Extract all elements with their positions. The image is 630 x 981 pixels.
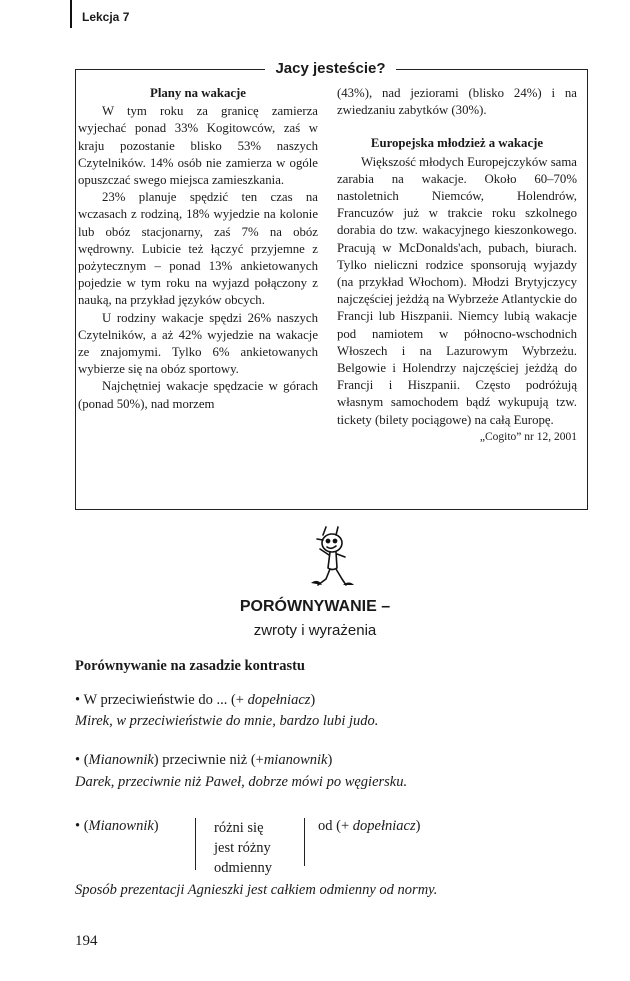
case-label: Mianownik bbox=[88, 752, 154, 768]
example-3: Sposób prezentacji Agnieszki jest całkiem odmienny od normy. bbox=[75, 882, 438, 898]
contrast-heading: Porównywanie na zasadzie kontrastu bbox=[75, 658, 305, 674]
section-heading-holiday-plans: Plany na wakacje bbox=[150, 86, 246, 100]
divider bbox=[304, 818, 305, 866]
header-rule bbox=[70, 0, 72, 28]
box-top-rule-right bbox=[396, 69, 587, 70]
divider bbox=[195, 818, 196, 870]
page-number: 194 bbox=[75, 933, 98, 949]
section-subtitle: zwroty i wyrażenia bbox=[253, 622, 377, 639]
case-label: Mianownik bbox=[88, 818, 154, 834]
phrase-rule-3-subject: • (Mianownik) bbox=[75, 818, 159, 834]
option: odmienny bbox=[214, 860, 272, 876]
bullet: • bbox=[75, 752, 81, 768]
box-column-left bbox=[78, 85, 318, 413]
paragraph: Większość młodych Europejczyków sama zarabia na wakacje. Około 60–70% nastoletnich Niemców, Holendrów, Francuzów już w trakcie roku szkolnego dorabia do tzw. wakacyjnego kieszonkowego. Pracują w McDonalds'ach, pubach, biurach. Tylko nieliczni rodzice sponsorują wyjazdy (na przykład Włochom). Młodzi Brytyjczycy najczęściej jeżdżą na Wybrzeże Atlantyckie do Francji lub Hiszpanii. Niemcy lubią wakacje pod namiotem w północno-wschodnich Włoszech i na Lazurowym Wybrzeżu. Belgowie i Holendrzy najczęściej jeżdżą do Francji i Hiszpanii. Często podróżują własnym samochodem bądź wykupują tzw. tickety (bilety pociągowe) na całą Europę. bbox=[337, 154, 577, 427]
phrase-rule-1: • W przeciwieństwie do ... (+ dopełniacz) bbox=[75, 692, 316, 708]
paragraph: Najchętniej wakacje spędzacie w górach (ponad 50%), nad morzem bbox=[78, 379, 318, 411]
bullet: • bbox=[75, 818, 81, 834]
lesson-label: Lekcja 7 bbox=[82, 10, 130, 24]
cartoon-character-icon bbox=[296, 523, 368, 591]
box-column-right bbox=[337, 85, 577, 446]
case-label: dopełniacz bbox=[247, 692, 311, 708]
example-2: Darek, przeciwnie niż Paweł, dobrze mówi po węgiersku. bbox=[75, 774, 408, 790]
case-label: mianownik bbox=[263, 752, 328, 768]
paragraph-continuation: (43%), nad jeziorami (blisko 24%) i na zwiedzaniu zabytków (30%). bbox=[337, 86, 577, 118]
option: jest różny bbox=[214, 840, 271, 856]
paragraph: W tym roku za granicę zamierza wyjechać ponad 33% Kogitowców, zaś w kraju pozostanie blisko 53% naszych Czytelników. 14% osób nie zamierza w ogóle opuszczać swego miejsca zamieszkania. bbox=[78, 104, 318, 188]
option: różni się bbox=[214, 820, 264, 836]
bullet: • bbox=[75, 692, 81, 708]
paragraph: U rodziny wakacje spędzi 26% naszych Czytelników, a aż 42% wyjedzie na wakacje ze znajomymi. Tylko 6% ankietowanych wybierze się na obóz sportowy. bbox=[78, 310, 318, 377]
case-label: dopełniacz bbox=[352, 818, 416, 834]
box-top-rule-left bbox=[75, 69, 265, 70]
source-citation: „Cogito” nr 12, 2001 bbox=[479, 430, 577, 443]
box-title: Jacy jesteście? bbox=[275, 60, 386, 77]
section-title: PORÓWNYWANIE – bbox=[239, 598, 391, 615]
paragraph: 23% planuje spędzić ten czas na wczasach z rodziną, 18% wyjedzie na kolonie lub obóz stacjonarny, zaś 7% na obóz wędrowny. Lubicie też łączyć przyjemne z pożytecznym – ponad 13% ankietowanych pojedzie w tym roku na wyjazd połączony z nauką, na przykład języków obcych. bbox=[78, 190, 318, 308]
phrase-rule-3-object: od (+ dopełniacz) bbox=[318, 818, 421, 834]
phrase-rule-2: • (Mianownik) przeciwnie niż (+mianownik) bbox=[75, 752, 333, 768]
example-1: Mirek, w przeciwieństwie do mnie, bardzo lubi judo. bbox=[75, 713, 379, 729]
phrase-rule-3-options bbox=[214, 818, 272, 878]
section-heading-european-youth: Europejska młodzież a wakacje bbox=[370, 136, 544, 151]
